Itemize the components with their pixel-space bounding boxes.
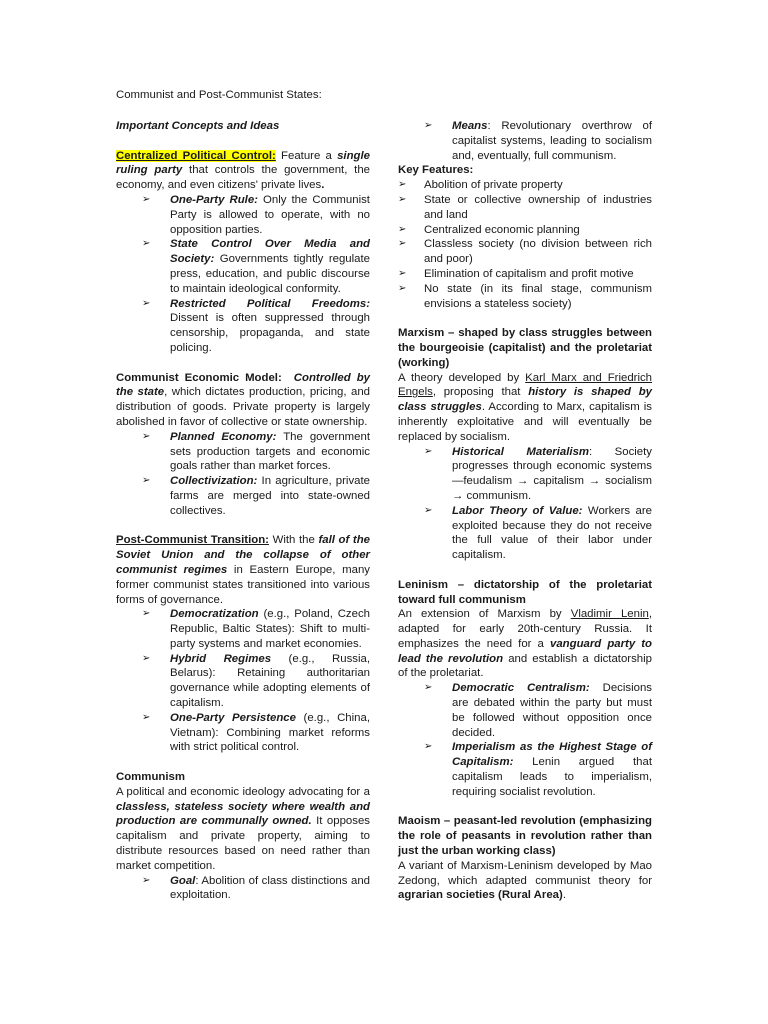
centralized-control-paragraph: Centralized Political Control: Feature a single ruling party that controls the government, the economy, and even citizens' private lives. xyxy=(116,149,370,192)
list-item: ➢ Classless society (no division between rich and poor) xyxy=(398,238,652,266)
key-features-heading: Key Features: xyxy=(398,164,474,177)
list-item: ➢ Democratic Centralism: Decisions are debated within the party but must be followed without opposition once decided. xyxy=(424,682,653,739)
transition-paragraph: Post-Communist Transition: With the fall of the Soviet Union and the collapse of other communist regimes in Eastern Europe, many former communist states transitioned into various forms of governance. xyxy=(116,534,370,606)
maoism-paragraph: A variant of Marxism-Leninism developed by Mao Zedong, which adapted communist theory for agrarian societies (Rural Area). xyxy=(398,859,652,902)
arrow-bullet-icon: ➢ xyxy=(142,430,151,442)
communism-heading: Communism xyxy=(116,771,185,784)
arrow-bullet-icon: ➢ xyxy=(142,193,151,205)
marxism-list xyxy=(398,445,652,563)
arrow-bullet-icon: ➢ xyxy=(398,193,407,205)
transition-list xyxy=(116,607,370,755)
list-item: ➢ Centralized economic planning xyxy=(398,223,580,236)
arrow-bullet-icon: ➢ xyxy=(398,267,407,279)
arrow-bullet-icon: ➢ xyxy=(398,223,407,235)
list-item: ➢ Restricted Political Freedoms: Dissent is often suppressed through censorship, propaganda, and state policing. xyxy=(142,297,370,354)
marxism-paragraph: A theory developed by Karl Marx and Friedrich Engels, proposing that history is shaped by class struggles. According to Marx, capitalism is inherently exploitative and will eventually be replaced by socialism. xyxy=(398,371,653,443)
list-item: ➢ Imperialism as the Highest Stage of Capitalism: Lenin argued that capitalism leads to imperialism, requiring socialist revolution. xyxy=(424,741,652,798)
arrow-bullet-icon: ➢ xyxy=(142,297,151,309)
list-item: ➢ Collectivization: In agriculture, private farms are merged into state-owned collectives. xyxy=(142,475,370,517)
centralized-control-list xyxy=(116,193,370,356)
arrow-bullet-icon: ➢ xyxy=(424,120,433,131)
leninism-paragraph: An extension of Marxism by Vladimir Lenin, adapted for early 20th-century Russia. It emphasizes the need for a vanguard party to lead the revolution and establish a dictatorship of the proletariat. xyxy=(398,608,653,680)
key-features-list xyxy=(398,178,652,311)
right-column xyxy=(398,119,652,903)
left-column xyxy=(116,119,370,903)
leninism-list xyxy=(398,681,652,799)
list-item: ➢ Historical Materialism: Society progresses through economic systems—feudalism → capitalism → socialism → communism. xyxy=(424,445,652,502)
arrow-bullet-icon: ➢ xyxy=(142,711,151,723)
economic-model-list xyxy=(116,430,370,519)
list-item: ➢ Hybrid Regimes (e.g., Russia, Belarus): Retaining authoritarian governance while adopting elements of capitalism. xyxy=(142,652,370,710)
list-item: ➢ State or collective ownership of industries and land xyxy=(398,193,652,221)
list-item: ➢ Planned Economy: The government sets production targets and economic goals rather than market forces. xyxy=(142,430,370,473)
arrow-bullet-icon: ➢ xyxy=(142,475,151,487)
arrow-bullet-icon: ➢ xyxy=(398,282,407,294)
list-item: ➢ One-Party Persistence (e.g., China, Vietnam): Combining market reforms with strict political control. xyxy=(142,711,370,754)
arrow-bullet-icon: ➢ xyxy=(142,874,151,886)
means-list xyxy=(398,119,652,163)
list-item: ➢ Democratization (e.g., Poland, Czech Republic, Baltic States): Shift to multi-party systems and market economies. xyxy=(142,608,370,650)
list-item: ➢ Elimination of capitalism and profit motive xyxy=(398,267,634,280)
list-item: ➢ Means: Revolutionary overthrow of capitalist systems, leading to socialism and, eventually, full communism. xyxy=(424,120,652,162)
arrow-bullet-icon: ➢ xyxy=(142,652,151,664)
marx-engels-link[interactable]: Karl Marx and Friedrich Engels xyxy=(398,371,653,399)
arrow-bullet-icon: ➢ xyxy=(398,238,407,250)
lenin-link[interactable]: Vladimir Lenin xyxy=(570,608,649,621)
arrow-bullet-icon: ➢ xyxy=(424,445,433,457)
arrow-bullet-icon: ➢ xyxy=(424,741,433,753)
communism-paragraph: A political and economic ideology advocating for a classless, stateless society where wealth and production are communally owned. It opposes capitalism and private property, aiming to distribute resources based on need rather than market competition. xyxy=(116,785,370,872)
section-heading: Important Concepts and Ideas xyxy=(116,120,280,132)
arrow-bullet-icon: ➢ xyxy=(398,179,407,191)
economic-model-paragraph: Communist Economic Model: Controlled by the state, which dictates production, pricing, and distribution of goods. Private property is largely abolished in favor of collective or state ownership. xyxy=(116,371,371,428)
list-item: ➢ No state (in its final stage, communism envisions a stateless society) xyxy=(398,282,652,310)
list-item: ➢ Labor Theory of Value: Workers are exploited because they do not receive the full value of their labor under capitalism. xyxy=(424,504,653,562)
list-item: ➢ One-Party Rule: Only the Communist Party is allowed to operate, with no opposition parties. xyxy=(142,193,370,236)
list-item: ➢ State Control Over Media and Society: Governments tightly regulate press, education, and public discourse to maintain ideological conformity. xyxy=(142,238,370,295)
list-item: ➢ Goal: Abolition of class distinctions and exploitation. xyxy=(142,874,370,902)
arrow-bullet-icon: ➢ xyxy=(424,504,433,516)
arrow-bullet-icon: ➢ xyxy=(142,608,151,620)
communism-list xyxy=(116,874,370,904)
page-title: Communist and Post-Communist States: xyxy=(116,89,322,101)
economic-model-term: Communist Economic Model: xyxy=(116,371,282,384)
arrow-bullet-icon: ➢ xyxy=(424,682,433,694)
leninism-heading: Leninism – dictatorship of the proletariat toward full communism xyxy=(398,578,652,606)
centralized-control-term: Centralized Political Control: xyxy=(116,149,276,162)
maoism-heading: Maoism – peasant-led revolution (emphasizing the role of peasants in revolution rather than just the urban working class) xyxy=(398,815,652,858)
arrow-bullet-icon: ➢ xyxy=(142,238,151,250)
transition-term: Post-Communist Transition: xyxy=(116,534,269,547)
marxism-heading: Marxism – shaped by class struggles between the bourgeoisie (capitalist) and the proletariat (working) xyxy=(398,327,652,369)
list-item: ➢ Abolition of private property xyxy=(398,179,563,192)
